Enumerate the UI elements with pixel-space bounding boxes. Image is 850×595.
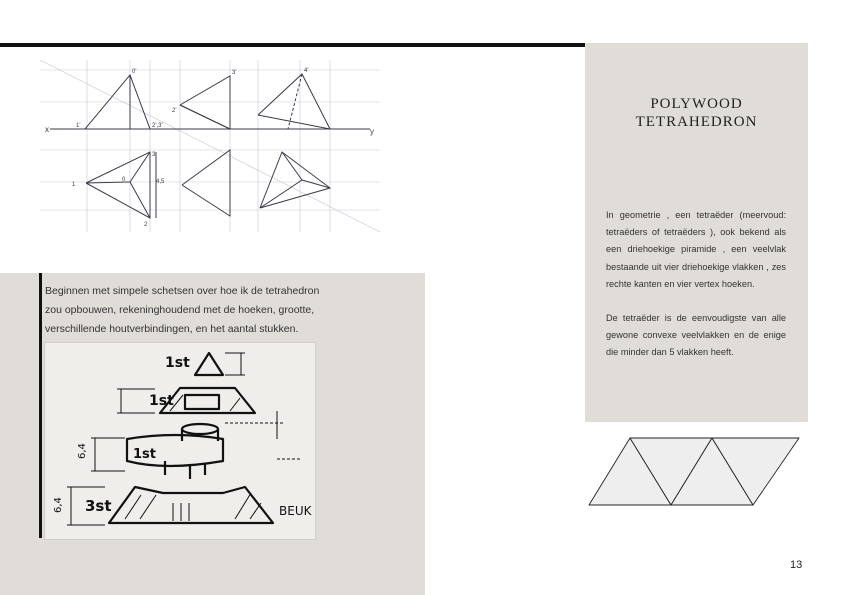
description [606, 207, 786, 379]
sketch-label-3: 3' [232, 70, 237, 76]
sketch-label-23: 2',3' [152, 123, 163, 129]
photo-dim-1: 6,4 [77, 443, 88, 459]
plan-label-3: 3 [152, 152, 156, 158]
left-accent-bar [39, 273, 42, 538]
sketch-label-2: 2' [172, 108, 177, 114]
info-panel [585, 43, 808, 422]
page-title [585, 95, 808, 131]
title-line-2: TETRAHEDRON [635, 114, 758, 130]
axis-y-label: y [370, 127, 374, 136]
orthographic-sketch [40, 60, 380, 232]
intro-text: Beginnen met simpele schetsen over hoe ik de tetrahedron zou opbouwen, rekeninghoudend met de hoeken, grootte, verschillende houtverbindingen, en het aantal stukken. [45, 285, 320, 335]
page-number: 13 [790, 559, 803, 571]
photo-label-beuk: BEUK [279, 504, 312, 518]
plan-label-45: 4,5 [156, 179, 165, 185]
photo-label-piece2: 1st [149, 393, 174, 409]
plan-label-2: 2 [144, 222, 148, 228]
plan-label-1: 1 [72, 182, 76, 188]
axis-x-label: x [45, 125, 49, 134]
sketch-photo [44, 342, 316, 540]
sketch-label-0: 0' [132, 69, 137, 75]
description-paragraph-1: In geometrie , een tetraëder (meervoud: tetraëders of tetraëders ), ook bekend als een driehoekige piramide , een veelvlak bestaande uit vier driehoekige vlakken , zes rechte kanten en vier vertex hoeken. [606, 210, 786, 289]
sketch-label-1: 1' [76, 123, 81, 129]
photo-label-base: 3st [85, 497, 112, 515]
tetrahedron-net-diagram [585, 436, 805, 508]
sketch-label-4: 4' [304, 68, 309, 74]
photo-label-piece3: 1st [133, 447, 156, 462]
photo-dim-2: 6,4 [53, 497, 64, 513]
plan-label-0: 0 [122, 177, 126, 183]
description-paragraph-2: De tetraëder is de eenvoudigste van alle gewone convexe veelvlakken en de enige die minder dan 5 vlakken heeft. [606, 313, 786, 358]
header-rule [0, 43, 585, 47]
photo-label-piece1: 1st [165, 355, 190, 371]
title-line-1: POLYWOOD [650, 96, 743, 112]
